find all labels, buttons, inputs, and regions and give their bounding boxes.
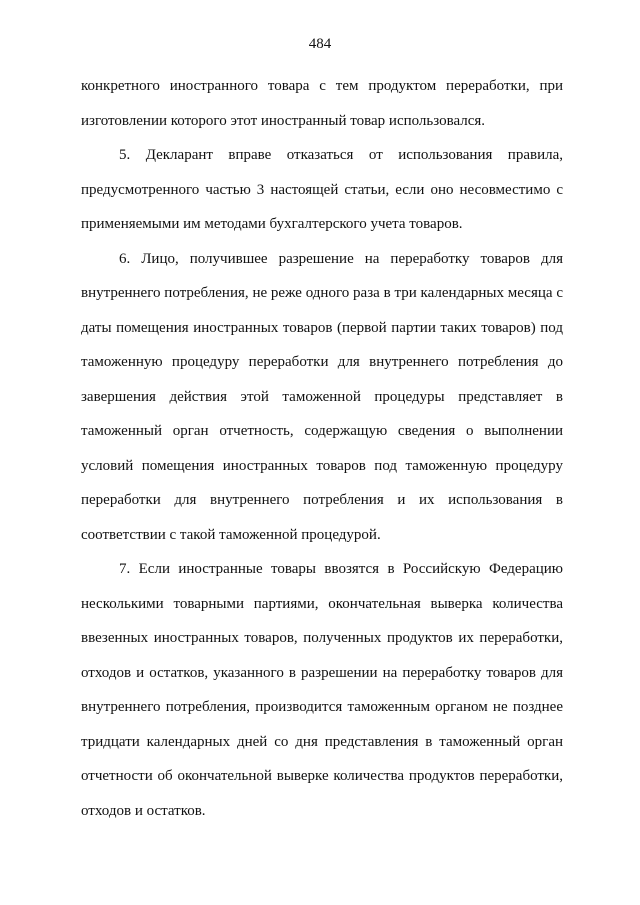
text-line: условий помещения иностранных товаров под таможенную процедуру (81, 457, 563, 474)
paragraph-continuation (81, 69, 563, 138)
text-line: даты помещения иностранных товаров (первой партии таких товаров) под (81, 319, 563, 336)
page-number: 484 (308, 36, 332, 52)
text-line: отходов и остатков, указанного в разрешении на переработку товаров для (81, 664, 563, 681)
text-line: ввезенных иностранных товаров, полученных продуктов их переработки, (81, 630, 563, 646)
text-line: завершения действия этой таможенной процедуры представляет в (81, 388, 563, 405)
text-line: 6. Лицо, получившее разрешение на переработку товаров для (119, 250, 563, 267)
paragraph-5 (81, 138, 563, 242)
text-line: внутреннего потребления, не реже одного раза в три календарных месяца с (81, 285, 563, 301)
text-line: таможенную процедуру переработки для внутреннего потребления до (81, 354, 563, 370)
text-line: отходов и остатков. (81, 802, 206, 819)
text-line: применяемыми им методами бухгалтерского учета товаров. (81, 216, 463, 232)
text-line: переработки для внутреннего потребления и их использования в (81, 492, 563, 508)
text-line: соответствии с такой таможенной процедурой. (81, 526, 381, 543)
text-line: 7. Если иностранные товары ввозятся в Российскую Федерацию (119, 561, 563, 577)
paragraph-6 (81, 242, 563, 553)
paragraph-7 (81, 552, 563, 828)
text-line: внутреннего потребления, производится таможенным органом не позднее (81, 699, 563, 715)
text-line: предусмотренного частью 3 настоящей статьи, если оно несовместимо с (81, 181, 563, 198)
text-line: тридцати календарных дней со дня представления в таможенный орган (81, 733, 563, 750)
text-line: несколькими товарными партиями, окончательная выверка количества (81, 595, 563, 612)
text-line: таможенный орган отчетность, содержащую сведения о выполнении (81, 423, 563, 439)
document-body (81, 69, 563, 828)
text-line: 5. Декларант вправе отказаться от использования правила, (119, 147, 563, 163)
text-line: конкретного иностранного товара с тем продуктом переработки, при (81, 78, 563, 94)
text-line: изготовлении которого этот иностранный товар использовался. (81, 112, 486, 129)
text-line: отчетности об окончательной выверке количества продуктов переработки, (81, 768, 563, 784)
